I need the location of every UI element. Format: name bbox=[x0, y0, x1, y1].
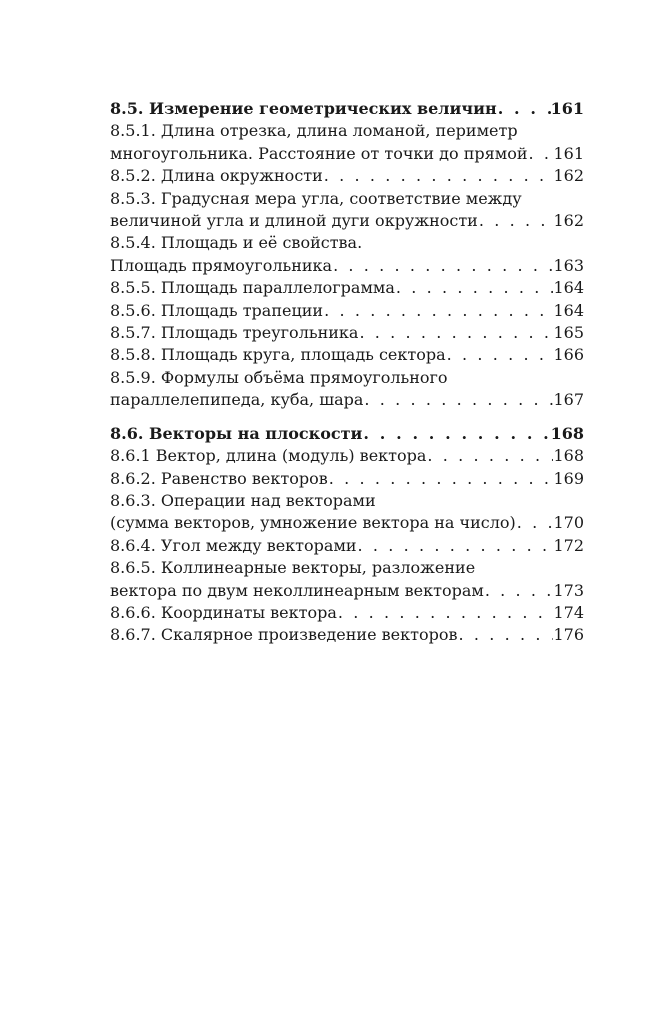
page-number: 170 bbox=[553, 513, 584, 533]
dot-leader bbox=[323, 300, 553, 322]
page-number: 166 bbox=[553, 345, 584, 365]
entry-text: параллелепипеда, куба, шара bbox=[110, 390, 364, 410]
toc-entry bbox=[110, 120, 584, 165]
entry-text: 8.6.1 Вектор, длина (модуль) вектора bbox=[110, 446, 427, 466]
page-number: 163 bbox=[553, 255, 584, 275]
toc-entry bbox=[110, 232, 584, 277]
toc-entry bbox=[110, 602, 584, 624]
entry-text: 8.6.6. Координаты вектора bbox=[110, 602, 337, 622]
section-heading-text: 8.5. Измерение геометрических величин bbox=[110, 99, 497, 118]
entry-text: величиной угла и длиной дуги окружности bbox=[110, 211, 478, 231]
toc-section-heading bbox=[110, 423, 584, 445]
dot-leader bbox=[357, 535, 554, 557]
entry-text: 8.6.2. Равенство векторов bbox=[110, 468, 328, 488]
toc-entry bbox=[110, 468, 584, 490]
entry-text-line: 8.5.1. Длина отрезка, длина ломаной, периметр bbox=[110, 121, 518, 141]
page-number: 161 bbox=[550, 99, 584, 118]
page-number: 167 bbox=[553, 390, 584, 410]
entry-text: вектора по двум неколлинеарным векторам bbox=[110, 580, 484, 600]
entry-text-line: 8.6.3. Операции над векторами bbox=[110, 490, 376, 510]
entry-text: 8.5.7. Площадь треугольника bbox=[110, 323, 359, 343]
toc-entry bbox=[110, 445, 584, 467]
dot-leader bbox=[328, 468, 554, 490]
entry-text: многоугольника. Расстояние от точки до прямой bbox=[110, 143, 528, 163]
dot-leader bbox=[323, 165, 554, 187]
entry-text-line: 8.5.3. Градусная мера угла, соответствие между bbox=[110, 188, 522, 208]
section-heading-text: 8.6. Векторы на плоскости bbox=[110, 423, 363, 443]
dot-leader bbox=[497, 98, 551, 120]
dot-leader bbox=[362, 423, 550, 445]
page-number: 176 bbox=[553, 625, 584, 645]
toc-entry bbox=[110, 344, 584, 366]
dot-leader bbox=[457, 624, 553, 646]
page-number: 162 bbox=[553, 166, 584, 186]
page-number: 169 bbox=[553, 468, 584, 488]
dot-leader bbox=[395, 277, 554, 299]
dot-leader bbox=[358, 322, 553, 344]
page-number: 165 bbox=[553, 323, 584, 343]
page-number: 172 bbox=[553, 535, 584, 555]
toc-entry bbox=[110, 490, 584, 535]
toc-section-8-6 bbox=[110, 423, 584, 647]
entry-text: 8.5.2. Длина окружности bbox=[110, 166, 323, 186]
dot-leader bbox=[363, 389, 553, 411]
toc-entry bbox=[110, 188, 584, 233]
toc-entry bbox=[110, 367, 584, 412]
toc-entry bbox=[110, 165, 584, 187]
dot-leader bbox=[527, 143, 553, 165]
dot-leader bbox=[332, 255, 553, 277]
toc-entry bbox=[110, 300, 584, 322]
entry-text-line: 8.5.9. Формулы объёма прямоугольного bbox=[110, 367, 448, 387]
entry-text: (сумма векторов, умножение вектора на число) bbox=[110, 513, 516, 533]
page-number: 173 bbox=[553, 580, 584, 600]
page-number: 164 bbox=[553, 300, 584, 320]
dot-leader bbox=[484, 580, 554, 602]
entry-text: 8.6.4. Угол между векторами bbox=[110, 535, 357, 555]
table-of-contents bbox=[110, 98, 584, 647]
toc-section-heading bbox=[110, 98, 584, 120]
page-number: 162 bbox=[553, 211, 584, 231]
toc-entry bbox=[110, 624, 584, 646]
page-number: 164 bbox=[553, 278, 584, 298]
dot-leader bbox=[337, 602, 554, 624]
dot-leader bbox=[426, 445, 553, 467]
entry-text: 8.6.7. Скалярное произведение векторов bbox=[110, 625, 458, 645]
dot-leader bbox=[446, 344, 554, 366]
page-number: 174 bbox=[553, 602, 584, 622]
toc-section-8-5 bbox=[110, 98, 584, 412]
page-number: 168 bbox=[550, 423, 584, 443]
entry-text: 8.5.6. Площадь трапеции bbox=[110, 300, 324, 320]
entry-text: Площадь прямоугольника bbox=[110, 255, 333, 275]
entry-text-line: 8.5.4. Площадь и её свойства. bbox=[110, 233, 363, 253]
toc-entry bbox=[110, 277, 584, 299]
dot-leader bbox=[478, 210, 554, 232]
page-number: 161 bbox=[553, 143, 584, 163]
dot-leader bbox=[516, 512, 554, 534]
entry-text: 8.5.5. Площадь параллелограмма bbox=[110, 278, 395, 298]
entry-text: 8.5.8. Площадь круга, площадь сектора bbox=[110, 345, 446, 365]
toc-entry bbox=[110, 535, 584, 557]
page-number: 168 bbox=[553, 446, 584, 466]
entry-text-line: 8.6.5. Коллинеарные векторы, разложение bbox=[110, 558, 476, 578]
toc-entry bbox=[110, 322, 584, 344]
toc-entry bbox=[110, 557, 584, 602]
